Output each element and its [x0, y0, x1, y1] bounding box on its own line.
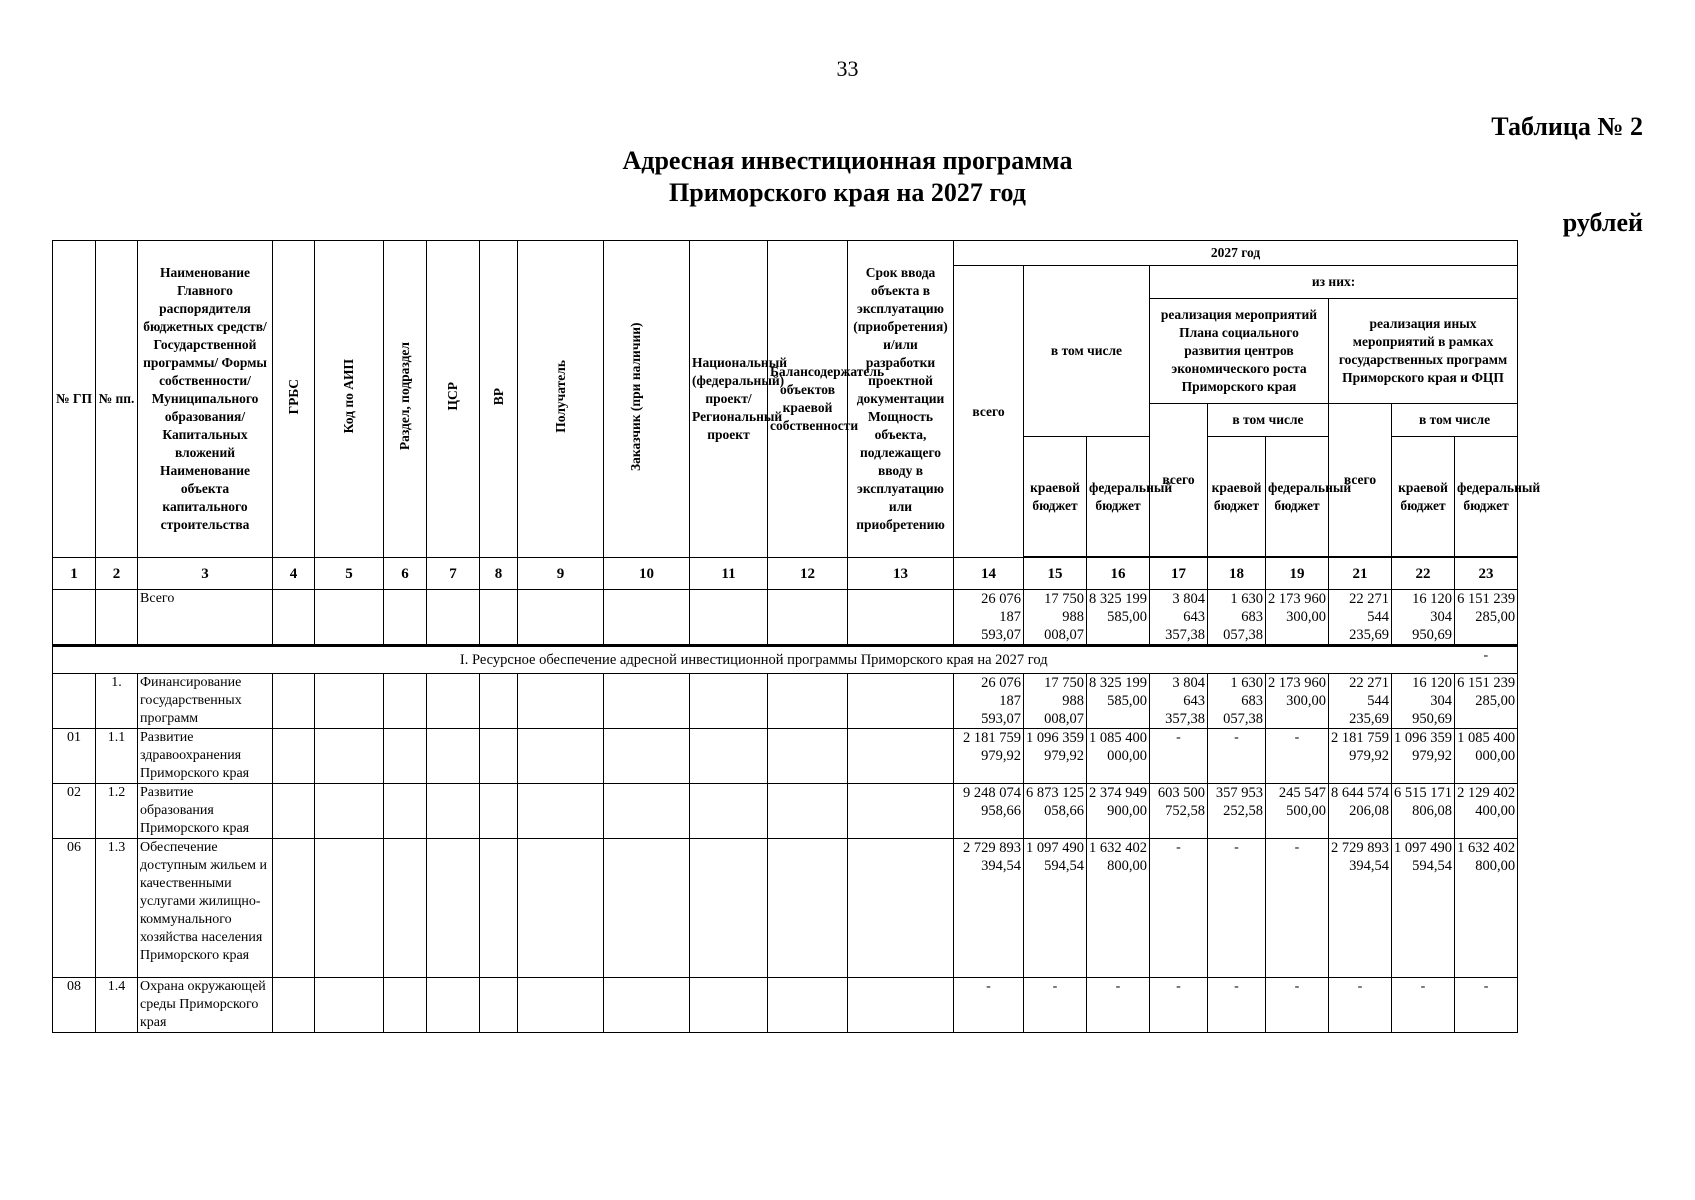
cell-empty — [480, 729, 518, 784]
cell-empty — [427, 729, 480, 784]
cell-amount: 6 873 125 058,66 — [1024, 784, 1087, 839]
cell-empty — [768, 978, 848, 1033]
header-vr — [480, 241, 518, 558]
cell-pp: 1.1 — [96, 729, 138, 784]
cell-empty — [518, 674, 604, 729]
col-number: 17 — [1150, 558, 1208, 590]
cell-amount: 9 248 074 958,66 — [954, 784, 1024, 839]
cell-amount: - — [1455, 978, 1518, 1033]
cell-amount: 26 076 187 593,07 — [954, 590, 1024, 646]
header-section-label: Раздел, подраздел — [397, 342, 412, 451]
header-of-them: из них: — [1150, 266, 1518, 299]
cell-empty — [604, 978, 690, 1033]
col-number: 9 — [518, 558, 604, 590]
header-pp: № пп. — [96, 241, 138, 558]
col-number: 6 — [384, 558, 427, 590]
cell-amount: 16 120 304 950,69 — [1392, 674, 1455, 729]
cell-gp — [53, 590, 96, 646]
header-plan-total: всего — [1150, 404, 1208, 557]
cell-empty — [768, 674, 848, 729]
cell-empty — [427, 978, 480, 1033]
cell-empty — [315, 839, 384, 978]
cell-empty — [848, 839, 954, 978]
cell-amount: 1 085 400 000,00 — [1455, 729, 1518, 784]
header-plan-regional: краевой бюджет — [1208, 437, 1266, 557]
cell-empty — [315, 784, 384, 839]
header-csr-label: ЦСР — [445, 382, 460, 411]
cell-amount: 6 515 171 806,08 — [1392, 784, 1455, 839]
cell-amount: - — [1150, 729, 1208, 784]
cell-amount: - — [1150, 839, 1208, 978]
cell-amount: - — [1087, 978, 1150, 1033]
cell-empty — [480, 839, 518, 978]
cell-amount: 22 271 544 235,69 — [1329, 674, 1392, 729]
cell-gp: 08 — [53, 978, 96, 1033]
cell-empty — [427, 674, 480, 729]
cell-name: Обеспечение доступным жильем и качественными услугами жилищно-коммунального хозяйства населения Приморского края — [138, 839, 273, 978]
cell-amount: 6 151 239 285,00 — [1455, 590, 1518, 646]
col-number: 12 — [768, 558, 848, 590]
cell-empty — [273, 729, 315, 784]
col-number: 2 — [96, 558, 138, 590]
cell-empty — [384, 784, 427, 839]
table-row — [53, 729, 1644, 784]
header-total: всего — [954, 266, 1024, 558]
page-number: 33 — [836, 56, 859, 81]
cell-gp — [53, 674, 96, 729]
header-section — [384, 241, 427, 558]
cell-amount: 1 630 683 057,38 — [1208, 590, 1266, 646]
cell-empty — [480, 590, 518, 646]
col-number: 15 — [1024, 558, 1087, 590]
table-row — [53, 674, 1644, 729]
cell-empty — [768, 590, 848, 646]
cell-empty — [768, 784, 848, 839]
header-grbs-label: ГРБС — [285, 378, 301, 415]
cell-empty — [768, 729, 848, 784]
col-number: 21 — [1329, 558, 1392, 590]
header-other-group: реализация иных мероприятий в рамках государственных программ Приморского края и ФЦП — [1329, 299, 1518, 404]
cell-name: Охрана окружающей среды Приморского края — [138, 978, 273, 1033]
cell-amount: - — [1329, 978, 1392, 1033]
header-other-regional: краевой бюджет — [1392, 437, 1455, 557]
cell-empty — [604, 674, 690, 729]
document-title — [0, 145, 1695, 209]
cell-amount: 3 804 643 357,38 — [1150, 674, 1208, 729]
header-project: Национальный (федеральный) проект/ Региональный проект — [690, 241, 768, 558]
cell-amount: 8 325 199 585,00 — [1087, 590, 1150, 646]
col-number: 16 — [1087, 558, 1150, 590]
header-grbs — [273, 241, 315, 558]
table-row — [53, 978, 1644, 1033]
cell-empty — [768, 839, 848, 978]
cell-amount: 16 120 304 950,69 — [1392, 590, 1455, 646]
cell-amount: 3 804 643 357,38 — [1150, 590, 1208, 646]
cell-gp: 01 — [53, 729, 96, 784]
col-number: 13 — [848, 558, 954, 590]
col-number: 7 — [427, 558, 480, 590]
column-number-row — [53, 558, 1644, 590]
cell-empty — [273, 674, 315, 729]
cell-gp: 06 — [53, 839, 96, 978]
cell-empty — [384, 839, 427, 978]
cell-empty — [384, 978, 427, 1033]
header-recipient — [518, 241, 604, 558]
header-year: 2027 год — [954, 241, 1518, 266]
cell-amount: 2 181 759 979,92 — [954, 729, 1024, 784]
cell-amount: 2 173 960 300,00 — [1266, 674, 1329, 729]
header-other-including: в том числе — [1392, 404, 1518, 437]
header-regional-budget: краевой бюджет — [1024, 437, 1087, 557]
cell-empty — [518, 784, 604, 839]
cell-amount: - — [1266, 839, 1329, 978]
cell-empty — [518, 590, 604, 646]
cell-amount: 2 129 402 400,00 — [1455, 784, 1518, 839]
cell-amount: - — [1024, 978, 1087, 1033]
cell-amount: 22 271 544 235,69 — [1329, 590, 1392, 646]
col-number: 23 — [1455, 558, 1518, 590]
cell-amount: 603 500 752,58 — [1150, 784, 1208, 839]
cell-empty — [690, 590, 768, 646]
cell-amount: 2 173 960 300,00 — [1266, 590, 1329, 646]
cell-empty — [848, 978, 954, 1033]
cell-pp: 1.3 — [96, 839, 138, 978]
cell-amount: 2 729 893 394,54 — [1329, 839, 1392, 978]
section-title: I. Ресурсное обеспечение адресной инвестиционной программы Приморского края на 2027 год — [53, 646, 1455, 674]
cell-empty — [315, 674, 384, 729]
header-plan-group: реализация мероприятий Плана социального развития центров экономического роста Приморского края — [1150, 299, 1329, 404]
cell-gp: 02 — [53, 784, 96, 839]
cell-empty — [848, 590, 954, 646]
cell-empty — [690, 784, 768, 839]
cell-empty — [604, 839, 690, 978]
cell-amount: 6 151 239 285,00 — [1455, 674, 1518, 729]
cell-empty — [848, 674, 954, 729]
cell-empty — [427, 784, 480, 839]
cell-amount: 1 085 400 000,00 — [1087, 729, 1150, 784]
cell-amount: - — [1208, 729, 1266, 784]
header-customer-label: Заказчик (при наличии) — [627, 322, 643, 471]
cell-empty — [604, 729, 690, 784]
cell-empty — [518, 839, 604, 978]
cell-empty — [480, 978, 518, 1033]
cell-amount: 1 096 359 979,92 — [1024, 729, 1087, 784]
cell-amount: 26 076 187 593,07 — [954, 674, 1024, 729]
header-balance-holder: Балансодержатель объектов краевой собственности — [768, 241, 848, 558]
cell-pp: 1.4 — [96, 978, 138, 1033]
cell-empty — [384, 590, 427, 646]
cell-amount: 245 547 500,00 — [1266, 784, 1329, 839]
col-number: 14 — [954, 558, 1024, 590]
cell-empty — [604, 590, 690, 646]
table-row — [53, 839, 1644, 978]
section-dash: - — [1455, 646, 1518, 674]
cell-amount: 2 729 893 394,54 — [954, 839, 1024, 978]
header-csr — [427, 241, 480, 558]
table-row — [53, 590, 1644, 646]
cell-amount: - — [1266, 978, 1329, 1033]
cell-empty — [604, 784, 690, 839]
cell-amount: 1 632 402 800,00 — [1087, 839, 1150, 978]
cell-empty — [848, 729, 954, 784]
cell-amount: - — [1266, 729, 1329, 784]
cell-empty — [480, 674, 518, 729]
cell-amount: 1 630 683 057,38 — [1208, 674, 1266, 729]
cell-empty — [315, 590, 384, 646]
col-number: 22 — [1392, 558, 1455, 590]
cell-amount: 1 632 402 800,00 — [1455, 839, 1518, 978]
col-number: 5 — [315, 558, 384, 590]
table-row — [53, 784, 1644, 839]
col-number: 4 — [273, 558, 315, 590]
header-recipient-label: Получатель — [552, 360, 568, 433]
col-number: 19 — [1266, 558, 1329, 590]
cell-empty — [480, 784, 518, 839]
header-plan-including: в том числе — [1208, 404, 1329, 437]
col-number: 8 — [480, 558, 518, 590]
section-row — [53, 646, 1644, 674]
cell-empty — [273, 978, 315, 1033]
investment-table — [52, 240, 1643, 1033]
cell-empty — [273, 784, 315, 839]
cell-pp — [96, 590, 138, 646]
col-number: 10 — [604, 558, 690, 590]
header-gp: № ГП — [53, 241, 96, 558]
cell-amount: 8 325 199 585,00 — [1087, 674, 1150, 729]
header-other-total: всего — [1329, 404, 1392, 557]
header-federal-budget: федеральный бюджет — [1087, 437, 1150, 557]
header-name: Наименование Главного распорядителя бюджетных средств/Государственной программы/ Формы собственности/Муниципального образования/Капитальных вложений Наименование объекта капитального строительства — [138, 241, 273, 558]
title-line-2: Приморского края на 2027 год — [669, 178, 1026, 207]
cell-amount: 1 097 490 594,54 — [1392, 839, 1455, 978]
header-other-federal: федеральный бюджет — [1455, 437, 1518, 557]
cell-empty — [427, 839, 480, 978]
cell-empty — [315, 978, 384, 1033]
cell-pp: 1. — [96, 674, 138, 729]
cell-empty — [690, 674, 768, 729]
header-commission-date: Срок ввода объекта в эксплуатацию (приобретения) и/или разработки проектной документации Мощность объекта, подлежащего вводу в эксплуатацию или приобретению — [848, 241, 954, 558]
cell-empty — [384, 729, 427, 784]
cell-empty — [384, 674, 427, 729]
cell-amount: 17 750 988 008,07 — [1024, 590, 1087, 646]
header-aip-code-label: Код по АИП — [341, 359, 356, 434]
cell-amount: 1 096 359 979,92 — [1392, 729, 1455, 784]
cell-empty — [273, 590, 315, 646]
header-plan-federal: федеральный бюджет — [1266, 437, 1329, 557]
cell-empty — [690, 729, 768, 784]
header-aip-code — [315, 241, 384, 558]
cell-empty — [315, 729, 384, 784]
cell-empty — [848, 784, 954, 839]
cell-name: Развитие образования Приморского края — [138, 784, 273, 839]
cell-amount: - — [1208, 839, 1266, 978]
units-label: рублей — [1562, 208, 1643, 237]
cell-pp: 1.2 — [96, 784, 138, 839]
header-including: в том числе — [1024, 266, 1150, 437]
cell-empty — [690, 978, 768, 1033]
cell-amount: 2 374 949 900,00 — [1087, 784, 1150, 839]
cell-amount: - — [1150, 978, 1208, 1033]
header-vr-label: ВР — [490, 387, 506, 406]
cell-name: Развитие здравоохранения Приморского края — [138, 729, 273, 784]
cell-empty — [427, 590, 480, 646]
cell-amount: - — [1208, 978, 1266, 1033]
col-number: 11 — [690, 558, 768, 590]
cell-empty — [518, 978, 604, 1033]
col-number: 18 — [1208, 558, 1266, 590]
title-line-1: Адресная инвестиционная программа — [622, 146, 1073, 175]
cell-amount: - — [954, 978, 1024, 1033]
cell-amount: 1 097 490 594,54 — [1024, 839, 1087, 978]
header-customer — [604, 241, 690, 558]
cell-empty — [518, 729, 604, 784]
cell-empty — [273, 839, 315, 978]
cell-amount: 357 953 252,58 — [1208, 784, 1266, 839]
cell-name: Финансирование государственных программ — [138, 674, 273, 729]
col-number: 3 — [138, 558, 273, 590]
cell-name: Всего — [138, 590, 273, 646]
cell-amount: 17 750 988 008,07 — [1024, 674, 1087, 729]
cell-amount: - — [1392, 978, 1455, 1033]
table-label: Таблица № 2 — [1491, 112, 1643, 141]
cell-amount: 2 181 759 979,92 — [1329, 729, 1392, 784]
col-number: 1 — [53, 558, 96, 590]
cell-empty — [690, 839, 768, 978]
cell-amount: 8 644 574 206,08 — [1329, 784, 1392, 839]
